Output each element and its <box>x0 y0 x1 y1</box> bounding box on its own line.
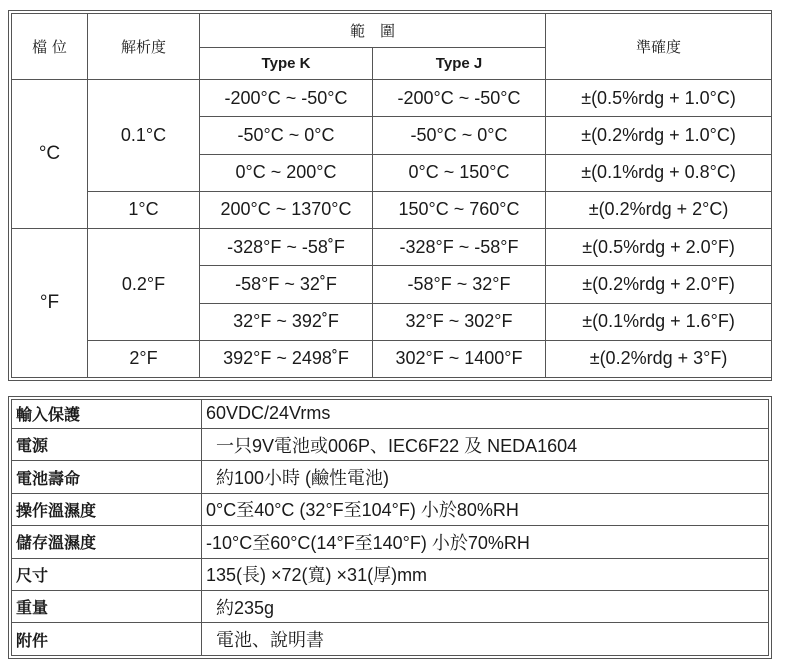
accuracy-cell: ±(0.1%rdg + 0.8°C) <box>546 154 772 191</box>
temperature-range-table <box>8 10 772 381</box>
accuracy-cell: ±(0.2%rdg + 3°F) <box>546 340 772 377</box>
spec-value: 135(長) ×72(寬) ×31(厚)mm <box>202 558 769 590</box>
spec-row <box>12 591 769 623</box>
spec-label: 儲存溫濕度 <box>12 526 202 558</box>
accuracy-cell: ±(0.1%rdg + 1.6°F) <box>546 303 772 340</box>
resolution-cell: 0.2°F <box>88 229 200 341</box>
spec-value: 約235g <box>202 591 769 623</box>
spec-value: 60VDC/24Vrms <box>202 400 769 429</box>
header-unit: 檔 位 <box>12 14 88 80</box>
header-range: 範 圍 <box>200 14 546 48</box>
header-accuracy: 準確度 <box>546 14 772 80</box>
specification-table <box>8 396 772 659</box>
range-type-j: 32°F ~ 302°F <box>373 303 546 340</box>
range-type-k: 200°C ~ 1370°C <box>200 191 373 228</box>
range-type-j: -58°F ~ 32°F <box>373 266 546 303</box>
spec-value: 電池、說明書 <box>202 623 769 656</box>
range-type-k: -200°C ~ -50°C <box>200 80 373 117</box>
range-type-j: -328°F ~ -58°F <box>373 229 546 266</box>
spec-label: 輸入保護 <box>12 400 202 429</box>
spec-row <box>12 493 769 525</box>
range-type-k: 32°F ~ 392˚F <box>200 303 373 340</box>
spec-value: -10°C至60°C(14°F至140°F) 小於70%RH <box>202 526 769 558</box>
spec-row <box>12 428 769 460</box>
spec-label: 重量 <box>12 591 202 623</box>
spec-label: 電源 <box>12 428 202 460</box>
range-type-j: 0°C ~ 150°C <box>373 154 546 191</box>
accuracy-cell: ±(0.5%rdg + 1.0°C) <box>546 80 772 117</box>
spec-value: 一只9V電池或006P、IEC6F22 及 NEDA1604 <box>202 428 769 460</box>
spec-label: 附件 <box>12 623 202 656</box>
spec-row <box>12 558 769 590</box>
unit-fahrenheit: °F <box>12 229 88 378</box>
spec-row <box>12 461 769 493</box>
spec-value: 0°C至40°C (32°F至104°F) 小於80%RH <box>202 493 769 525</box>
spec-value: 約100小時 (鹼性電池) <box>202 461 769 493</box>
accuracy-cell: ±(0.2%rdg + 2.0°F) <box>546 266 772 303</box>
range-type-j: -50°C ~ 0°C <box>373 117 546 154</box>
spec-row <box>12 526 769 558</box>
spec-label: 電池壽命 <box>12 461 202 493</box>
range-type-k: -58°F ~ 32˚F <box>200 266 373 303</box>
resolution-cell: 1°C <box>88 191 200 228</box>
header-type-k: Type K <box>200 48 373 80</box>
spec-label: 尺寸 <box>12 558 202 590</box>
header-resolution: 解析度 <box>88 14 200 80</box>
range-type-k: 0°C ~ 200°C <box>200 154 373 191</box>
range-type-k: -50°C ~ 0°C <box>200 117 373 154</box>
spec-label: 操作溫濕度 <box>12 493 202 525</box>
range-type-k: 392°F ~ 2498˚F <box>200 340 373 377</box>
unit-celsius: °C <box>12 80 88 229</box>
range-type-j: -200°C ~ -50°C <box>373 80 546 117</box>
resolution-cell: 2°F <box>88 340 200 377</box>
accuracy-cell: ±(0.2%rdg + 1.0°C) <box>546 117 772 154</box>
range-type-j: 150°C ~ 760°C <box>373 191 546 228</box>
accuracy-cell: ±(0.5%rdg + 2.0°F) <box>546 229 772 266</box>
accuracy-cell: ±(0.2%rdg + 2°C) <box>546 191 772 228</box>
resolution-cell: 0.1°C <box>88 80 200 192</box>
header-type-j: Type J <box>373 48 546 80</box>
range-type-k: -328°F ~ -58˚F <box>200 229 373 266</box>
range-type-j: 302°F ~ 1400°F <box>373 340 546 377</box>
spec-row <box>12 623 769 656</box>
spec-row <box>12 400 769 429</box>
